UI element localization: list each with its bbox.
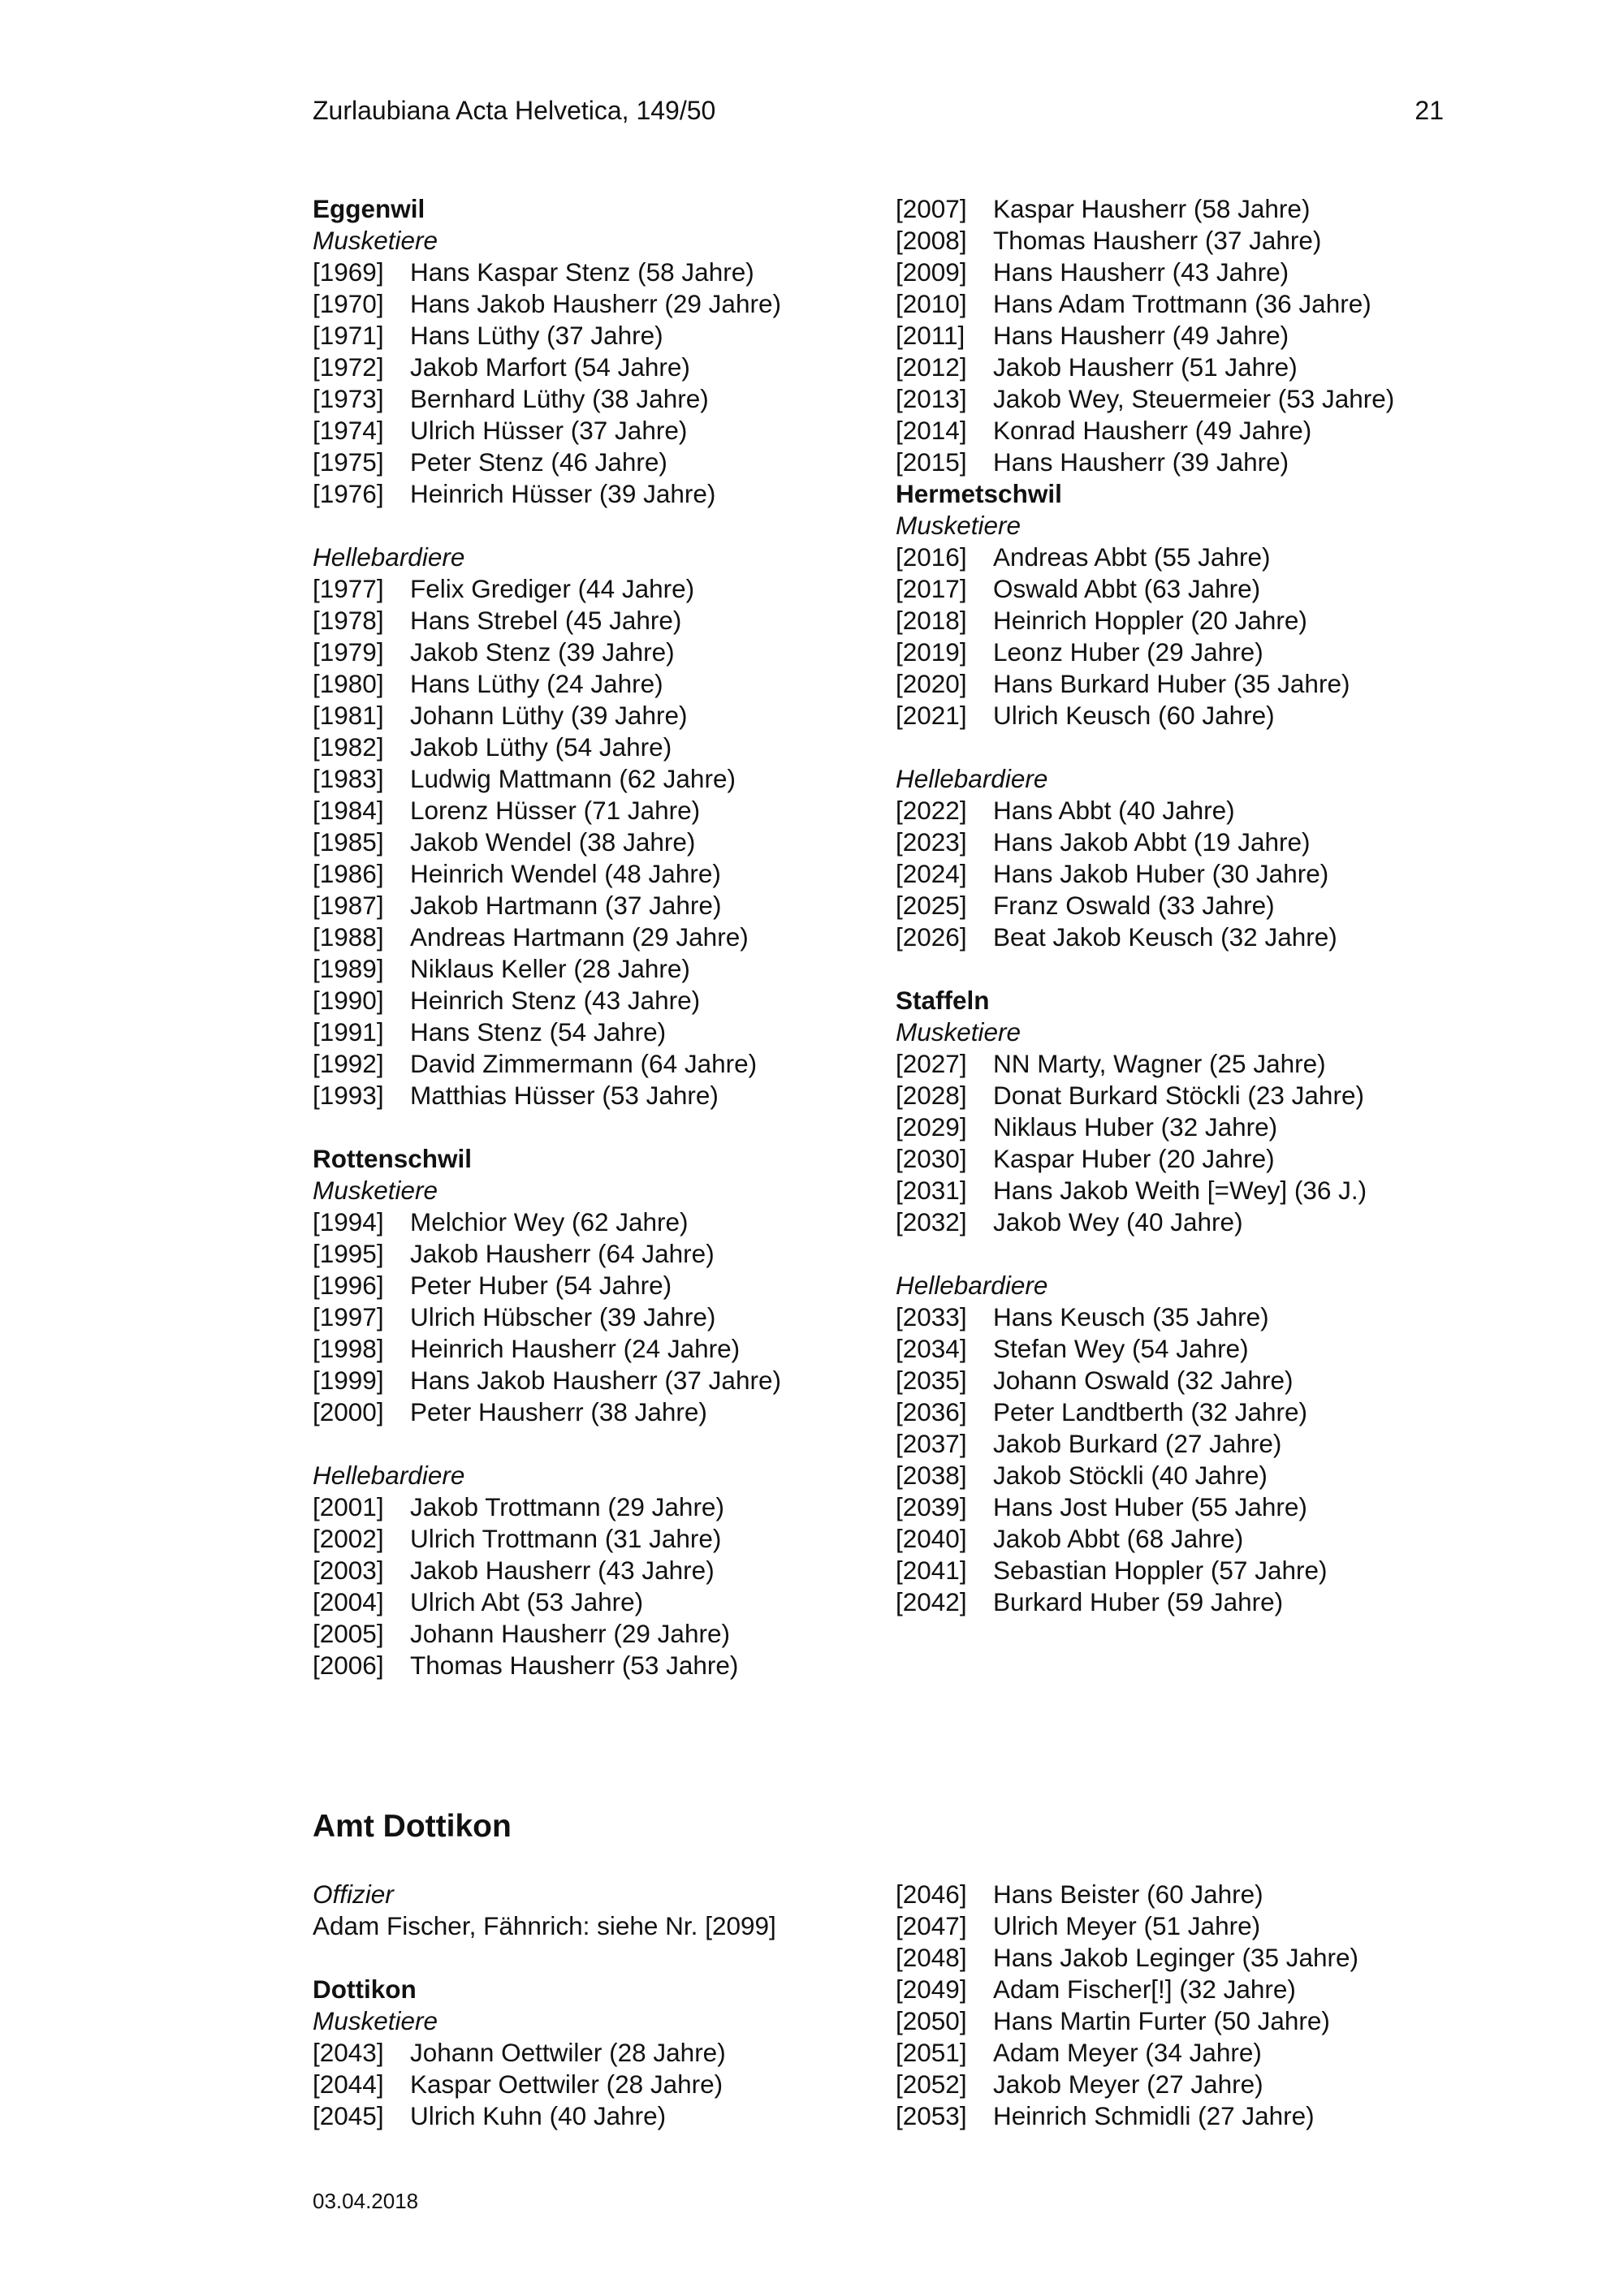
roster-entry [313,921,881,953]
category-label: Hellebardiere [313,1461,465,1490]
entry-number: [2014] [896,416,967,445]
entry-name: Lorenz Hüsser (71 Jahre) [410,796,701,825]
entry-number: [2008] [896,226,967,255]
spacer [313,1111,881,1143]
entry-name: Ulrich Hüsser (37 Jahre) [410,416,688,445]
entry-number: [2001] [313,1492,384,1521]
roster-entry [896,320,1464,352]
roster-entry [313,1491,881,1523]
roster-entry [896,700,1464,732]
roster-entry [896,1396,1464,1428]
roster-entry [896,1942,1464,1974]
category-label: Hellebardiere [896,1271,1048,1300]
entry-number: [2029] [896,1112,967,1142]
entry-number: [2048] [896,1943,967,1972]
column-left-upper [313,193,881,1681]
entry-name: Burkard Huber (59 Jahre) [993,1587,1284,1616]
entry-number: [2016] [896,542,967,572]
entry-name: Hans Burkard Huber (35 Jahre) [993,669,1350,698]
entry-name: Heinrich Wendel (48 Jahre) [410,859,721,888]
entry-name: Felix Grediger (44 Jahre) [410,574,695,603]
roster-entry [896,573,1464,605]
entry-number: [2043] [313,2038,384,2067]
entry-name: Peter Stenz (46 Jahre) [410,447,667,477]
entry-number: [2044] [313,2069,384,2099]
roster-entry [896,1206,1464,1238]
spacer [313,1942,881,1974]
roster-entry [313,573,881,605]
roster-entry [313,1523,881,1555]
roster-entry [896,288,1464,320]
entry-name: Hans Abbt (40 Jahre) [993,796,1235,825]
entry-number: [2023] [896,827,967,857]
entry-number: [2011] [896,321,965,350]
roster-entry [313,478,881,510]
entry-number: [1982] [313,732,384,762]
entry-name: Peter Landtberth (32 Jahre) [993,1397,1307,1426]
entry-name: Thomas Hausherr (37 Jahre) [993,226,1322,255]
entry-name: Hans Keusch (35 Jahre) [993,1302,1269,1331]
entry-number: [2005] [313,1619,384,1648]
entry-number: [1973] [313,384,384,413]
roster-entry [896,1301,1464,1333]
entry-name: Jakob Hartmann (37 Jahre) [410,891,722,920]
entry-name: Sebastian Hoppler (57 Jahre) [993,1556,1328,1585]
entry-name: Jakob Meyer (27 Jahre) [993,2069,1263,2099]
entry-name: Beat Jakob Keusch (32 Jahre) [993,922,1337,952]
entry-number: [2046] [896,1880,967,1909]
entry-number: [1995] [313,1239,384,1268]
entry-number: [1990] [313,986,384,1015]
roster-entry [896,542,1464,573]
roster-entry [313,795,881,826]
entry-name: Adam Fischer[!] (32 Jahre) [993,1974,1296,2004]
entry-name: Jakob Wendel (38 Jahre) [410,827,696,857]
entry-name: Jakob Trottmann (29 Jahre) [410,1492,724,1521]
entry-name: Ulrich Meyer (51 Jahre) [993,1911,1261,1940]
entry-name: Matthias Hüsser (53 Jahre) [410,1081,719,1110]
place-heading: Dottikon [313,1974,417,2004]
roster-entry [896,795,1464,826]
entry-name: Jakob Burkard (27 Jahre) [993,1429,1282,1458]
entry-name: Hans Hausherr (39 Jahre) [993,447,1289,477]
entry-number: [2052] [896,2069,967,2099]
entry-name: Johann Lüthy (39 Jahre) [410,701,688,730]
entry-number: [1992] [313,1049,384,1078]
entry-number: [1972] [313,352,384,382]
roster-entry [313,1396,881,1428]
roster-entry [896,1143,1464,1175]
entry-number: [2038] [896,1461,967,1490]
roster-entry [896,1491,1464,1523]
text-line: Adam Fischer, Fähnrich: siehe Nr. [2099] [313,1911,776,1940]
entry-name: Kaspar Hausherr (58 Jahre) [993,194,1311,223]
roster-entry [313,447,881,478]
roster-entry [313,1270,881,1301]
roster-entry [313,1238,881,1270]
roster-entry [313,1048,881,1080]
entry-number: [1984] [313,796,384,825]
entry-name: Oswald Abbt (63 Jahre) [993,574,1261,603]
roster-entry [313,1650,881,1681]
entry-number: [2039] [896,1492,967,1521]
roster-entry [896,1365,1464,1396]
roster-entry [896,1555,1464,1586]
entry-number: [2009] [896,257,967,287]
entry-name: Hans Hausherr (43 Jahre) [993,257,1289,287]
roster-entry [313,953,881,985]
roster-entry [313,985,881,1016]
category-label: Musketiere [313,226,438,255]
entry-number: [2035] [896,1366,967,1395]
place-heading: Eggenwil [313,194,425,223]
roster-entry [313,605,881,637]
roster-entry [313,1333,881,1365]
roster-entry [313,2100,881,2132]
spacer [896,732,1464,763]
entry-name: Peter Huber (54 Jahre) [410,1271,672,1300]
roster-entry [896,352,1464,383]
roster-entry [313,415,881,447]
entry-name: Jakob Stöckli (40 Jahre) [993,1461,1268,1490]
entry-number: [1974] [313,416,384,445]
entry-number: [1979] [313,637,384,667]
entry-name: Hans Lüthy (37 Jahre) [410,321,663,350]
column-right-upper [896,193,1464,1618]
roster-entry [896,1333,1464,1365]
roster-entry [313,1016,881,1048]
entry-number: [2027] [896,1049,967,1078]
entry-number: [1996] [313,1271,384,1300]
entry-name: Johann Hausherr (29 Jahre) [410,1619,730,1648]
footer-date: 03.04.2018 [313,2189,419,2213]
entry-number: [1975] [313,447,384,477]
entry-name: Ulrich Abt (53 Jahre) [410,1587,644,1616]
entry-number: [2045] [313,2101,384,2130]
entry-name: Jakob Stenz (39 Jahre) [410,637,675,667]
entry-name: Hans Lüthy (24 Jahre) [410,669,663,698]
roster-entry [896,1460,1464,1491]
entry-name: Johann Oettwiler (28 Jahre) [410,2038,726,2067]
category-label: Musketiere [313,2006,438,2035]
entry-number: [1986] [313,859,384,888]
roster-entry [313,700,881,732]
entry-number: [1989] [313,954,384,983]
spacer [313,510,881,542]
entry-name: Franz Oswald (33 Jahre) [993,891,1275,920]
entry-name: Heinrich Schmidli (27 Jahre) [993,2101,1315,2130]
entry-number: [2051] [896,2038,967,2067]
column-right-lower [896,1879,1464,2132]
roster-entry [896,1175,1464,1206]
entry-number: [2020] [896,669,967,698]
spacer [313,1428,881,1460]
entry-number: [2042] [896,1587,967,1616]
entry-name: Jakob Marfort (54 Jahre) [410,352,690,382]
entry-number: [2006] [313,1651,384,1680]
roster-entry [313,732,881,763]
entry-name: Hans Kaspar Stenz (58 Jahre) [410,257,754,287]
roster-entry [313,826,881,858]
roster-entry [313,1206,881,1238]
entry-name: Heinrich Hausherr (24 Jahre) [410,1334,741,1363]
roster-entry [896,1523,1464,1555]
entry-name: Heinrich Hüsser (39 Jahre) [410,479,716,508]
entry-name: Niklaus Keller (28 Jahre) [410,954,690,983]
entry-number: [2018] [896,606,967,635]
running-header-title: Zurlaubiana Acta Helvetica, 149/50 [313,96,716,125]
entry-number: [2049] [896,1974,967,2004]
entry-number: [2026] [896,922,967,952]
entry-name: Andreas Abbt (55 Jahre) [993,542,1271,572]
entry-number: [2004] [313,1587,384,1616]
entry-number: [2050] [896,2006,967,2035]
entry-number: [1969] [313,257,384,287]
entry-name: Johann Oswald (32 Jahre) [993,1366,1294,1395]
roster-entry [313,1555,881,1586]
entry-number: [2040] [896,1524,967,1553]
entry-number: [2013] [896,384,967,413]
entry-name: Hans Jakob Abbt (19 Jahre) [993,827,1311,857]
entry-name: Jakob Abbt (68 Jahre) [993,1524,1244,1553]
entry-name: Hans Jakob Huber (30 Jahre) [993,859,1329,888]
category-label: Musketiere [896,511,1021,540]
roster-entry [896,2037,1464,2069]
entry-number: [2031] [896,1176,967,1205]
roster-entry [313,668,881,700]
roster-entry [896,1586,1464,1618]
roster-entry [896,193,1464,225]
entry-number: [1981] [313,701,384,730]
entry-name: Adam Meyer (34 Jahre) [993,2038,1262,2067]
entry-name: David Zimmermann (64 Jahre) [410,1049,758,1078]
entry-number: [1980] [313,669,384,698]
entry-name: Jakob Wey (40 Jahre) [993,1207,1243,1236]
entry-number: [1983] [313,764,384,793]
entry-number: [1998] [313,1334,384,1363]
entry-name: Ulrich Hübscher (39 Jahre) [410,1302,716,1331]
roster-entry [896,826,1464,858]
entry-number: [2033] [896,1302,967,1331]
roster-entry [313,2069,881,2100]
entry-name: Hans Jakob Leginger (35 Jahre) [993,1943,1359,1972]
entry-number: [2028] [896,1081,967,1110]
place-heading: Hermetschwil [896,479,1062,508]
entry-name: Hans Jakob Hausherr (29 Jahre) [410,289,781,318]
entry-name: Hans Strebel (45 Jahre) [410,606,682,635]
roster-entry [896,1910,1464,1942]
entry-number: [2022] [896,796,967,825]
category-label: Hellebardiere [313,542,465,572]
column-left-lower [313,1879,881,2132]
roster-entry [896,1048,1464,1080]
roster-entry [896,257,1464,288]
entry-number: [1994] [313,1207,384,1236]
entry-name: Konrad Hausherr (49 Jahre) [993,416,1312,445]
roster-entry [896,858,1464,890]
entry-name: Ludwig Mattmann (62 Jahre) [410,764,736,793]
entry-number: [2037] [896,1429,967,1458]
entry-number: [2007] [896,194,967,223]
entry-name: Donat Burkard Stöckli (23 Jahre) [993,1081,1364,1110]
entry-number: [2000] [313,1397,384,1426]
entry-number: [2012] [896,352,967,382]
roster-entry [313,858,881,890]
page-number: 21 [1415,96,1444,125]
entry-name: Kaspar Oettwiler (28 Jahre) [410,2069,723,2099]
entry-name: Hans Martin Furter (50 Jahre) [993,2006,1330,2035]
entry-number: [1999] [313,1366,384,1395]
entry-number: [1991] [313,1017,384,1047]
roster-entry [896,225,1464,257]
roster-entry [313,257,881,288]
spacer [896,953,1464,985]
entry-number: [1997] [313,1302,384,1331]
entry-number: [2002] [313,1524,384,1553]
roster-entry [896,921,1464,953]
entry-number: [2047] [896,1911,967,1940]
roster-entry [313,1365,881,1396]
entry-number: [2019] [896,637,967,667]
entry-name: Jakob Lüthy (54 Jahre) [410,732,672,762]
place-heading: Rottenschwil [313,1144,473,1173]
entry-name: NN Marty, Wagner (25 Jahre) [993,1049,1326,1078]
entry-number: [2024] [896,859,967,888]
entry-number: [1976] [313,479,384,508]
entry-name: Heinrich Stenz (43 Jahre) [410,986,701,1015]
place-heading: Staffeln [896,986,990,1015]
entry-number: [2025] [896,891,967,920]
roster-entry [896,605,1464,637]
roster-entry [313,383,881,415]
entry-name: Stefan Wey (54 Jahre) [993,1334,1249,1363]
entry-number: [2015] [896,447,967,477]
entry-number: [1985] [313,827,384,857]
roster-entry [896,1879,1464,1910]
entry-number: [2032] [896,1207,967,1236]
entry-number: [1988] [313,922,384,952]
entry-name: Thomas Hausherr (53 Jahre) [410,1651,739,1680]
entry-name: Leonz Huber (29 Jahre) [993,637,1263,667]
roster-entry [313,352,881,383]
entry-number: [2010] [896,289,967,318]
entry-number: [1987] [313,891,384,920]
entry-number: [2041] [896,1556,967,1585]
entry-name: Niklaus Huber (32 Jahre) [993,1112,1278,1142]
entry-name: Ulrich Trottmann (31 Jahre) [410,1524,722,1553]
category-label: Musketiere [896,1017,1021,1047]
roster-entry [896,447,1464,478]
entry-name: Bernhard Lüthy (38 Jahre) [410,384,709,413]
entry-name: Peter Hausherr (38 Jahre) [410,1397,707,1426]
entry-number: [2030] [896,1144,967,1173]
entry-name: Jakob Hausherr (43 Jahre) [410,1556,715,1585]
entry-name: Jakob Hausherr (51 Jahre) [993,352,1298,382]
roster-entry [313,1080,881,1111]
roster-entry [896,1111,1464,1143]
entry-name: Hans Jakob Weith [=Wey] (36 J.) [993,1176,1367,1205]
entry-name: Hans Stenz (54 Jahre) [410,1017,667,1047]
category-label: Musketiere [313,1176,438,1205]
roster-entry [896,383,1464,415]
roster-entry [313,1618,881,1650]
entry-number: [2021] [896,701,967,730]
entry-number: [2034] [896,1334,967,1363]
roster-entry [313,763,881,795]
entry-name: Jakob Hausherr (64 Jahre) [410,1239,715,1268]
entry-name: Ulrich Keusch (60 Jahre) [993,701,1275,730]
entry-name: Hans Jost Huber (55 Jahre) [993,1492,1307,1521]
entry-name: Hans Jakob Hausherr (37 Jahre) [410,1366,781,1395]
entry-number: [2053] [896,2101,967,2130]
roster-entry [313,637,881,668]
roster-entry [896,415,1464,447]
roster-entry [896,1974,1464,2005]
category-label: Hellebardiere [896,764,1048,793]
roster-entry [896,2005,1464,2037]
roster-entry [313,2037,881,2069]
entry-name: Heinrich Hoppler (20 Jahre) [993,606,1307,635]
roster-entry [313,890,881,921]
category-label: Offizier [313,1880,394,1909]
entry-name: Hans Adam Trottmann (36 Jahre) [993,289,1371,318]
roster-entry [313,320,881,352]
roster-entry [896,668,1464,700]
entry-name: Andreas Hartmann (29 Jahre) [410,922,749,952]
entry-number: [1977] [313,574,384,603]
entry-name: Ulrich Kuhn (40 Jahre) [410,2101,667,2130]
entry-number: [1978] [313,606,384,635]
entry-number: [2036] [896,1397,967,1426]
roster-entry [896,2069,1464,2100]
entry-number: [2017] [896,574,967,603]
entry-name: Jakob Wey, Steuermeier (53 Jahre) [993,384,1395,413]
roster-entry [896,2100,1464,2132]
roster-entry [313,288,881,320]
entry-name: Hans Hausherr (49 Jahre) [993,321,1289,350]
entry-number: [1970] [313,289,384,318]
roster-entry [896,1080,1464,1111]
section-heading-amt-dottikon: Amt Dottikon [313,1809,512,1844]
entry-number: [2003] [313,1556,384,1585]
roster-entry [313,1586,881,1618]
entry-name: Kaspar Huber (20 Jahre) [993,1144,1275,1173]
entry-name: Melchior Wey (62 Jahre) [410,1207,689,1236]
entry-number: [1971] [313,321,384,350]
spacer [896,1238,1464,1270]
entry-name: Hans Beister (60 Jahre) [993,1880,1263,1909]
entry-number: [1993] [313,1081,384,1110]
roster-entry [313,1301,881,1333]
roster-entry [896,890,1464,921]
roster-entry [896,637,1464,668]
roster-entry [896,1428,1464,1460]
